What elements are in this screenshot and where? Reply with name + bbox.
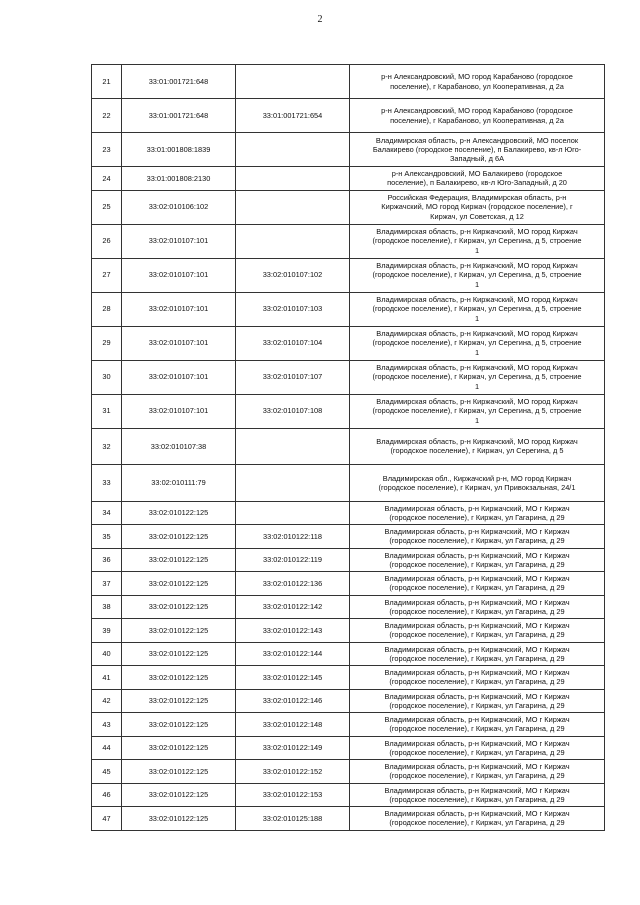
table-row <box>92 99 605 133</box>
sub-cadastral-number-cell: 33:02:010122:119 <box>236 548 350 572</box>
cadastral-number-cell: 33:02:010107:101 <box>122 258 236 292</box>
table-row <box>92 807 605 831</box>
table-row <box>92 190 605 224</box>
address-cell: Российская Федерация, Владимирская область, р-н Киржачский, МО город Киржач (городское поселение), г Киржач, ул Советская, д 12 <box>350 190 605 224</box>
sub-cadastral-number-cell <box>236 501 350 525</box>
sub-cadastral-number-cell: 33:02:010122:149 <box>236 736 350 760</box>
address-cell: Владимирская область, р-н Киржачский, МО город Киржач (городское поселение), г Киржач, ул Серегина, д 5 <box>350 428 605 465</box>
sub-cadastral-number-cell: 33:02:010122:143 <box>236 619 350 643</box>
row-number-cell: 24 <box>92 167 122 191</box>
address-cell: Владимирская область, р-н Киржачский, МО г Киржач (городское поселение), г Киржач, ул Гагарина, д 29 <box>350 595 605 619</box>
cadastral-number-cell: 33:02:010107:101 <box>122 224 236 258</box>
cadastral-number-cell: 33:02:010122:125 <box>122 525 236 549</box>
table-row <box>92 595 605 619</box>
cadastral-number-cell: 33:02:010107:101 <box>122 292 236 326</box>
sub-cadastral-number-cell: 33:01:001721:654 <box>236 99 350 133</box>
sub-cadastral-number-cell <box>236 428 350 465</box>
sub-cadastral-number-cell: 33:02:010122:144 <box>236 642 350 666</box>
cadastral-number-cell: 33:01:001721:648 <box>122 99 236 133</box>
table-row <box>92 572 605 596</box>
sub-cadastral-number-cell <box>236 133 350 167</box>
cadastral-number-cell: 33:02:010107:101 <box>122 394 236 428</box>
page-number: 2 <box>317 14 323 25</box>
address-cell: Владимирская область, р-н Киржачский, МО г Киржач (городское поселение), г Киржач, ул Гагарина, д 29 <box>350 572 605 596</box>
row-number-cell: 27 <box>92 258 122 292</box>
address-cell: Владимирская область, р-н Киржачский, МО г Киржач (городское поселение), г Киржач, ул Гагарина, д 29 <box>350 548 605 572</box>
cadastral-number-cell: 33:02:010122:125 <box>122 501 236 525</box>
row-number-cell: 35 <box>92 525 122 549</box>
sub-cadastral-number-cell: 33:02:010122:153 <box>236 783 350 807</box>
table-row <box>92 292 605 326</box>
sub-cadastral-number-cell: 33:02:010107:107 <box>236 360 350 394</box>
address-cell: Владимирская область, р-н Киржачский, МО г Киржач (городское поселение), г Киржач, ул Гагарина, д 29 <box>350 666 605 690</box>
table-row <box>92 465 605 502</box>
address-cell: Владимирская область, р-н Киржачский, МО г Киржач (городское поселение), г Киржач, ул Гагарина, д 29 <box>350 783 605 807</box>
cadastral-number-cell: 33:02:010122:125 <box>122 713 236 737</box>
address-cell: Владимирская область, р-н Киржачский, МО город Киржач (городское поселение), г Киржач, ул Серегина, д 5, строение 1 <box>350 224 605 258</box>
row-number-cell: 41 <box>92 666 122 690</box>
sub-cadastral-number-cell: 33:02:010107:102 <box>236 258 350 292</box>
row-number-cell: 33 <box>92 465 122 502</box>
address-cell: Владимирская область, р-н Киржачский, МО г Киржач (городское поселение), г Киржач, ул Гагарина, д 29 <box>350 619 605 643</box>
sub-cadastral-number-cell <box>236 167 350 191</box>
row-number-cell: 23 <box>92 133 122 167</box>
cadastral-number-cell: 33:02:010122:125 <box>122 666 236 690</box>
cadastral-number-cell: 33:02:010122:125 <box>122 572 236 596</box>
row-number-cell: 38 <box>92 595 122 619</box>
cadastral-number-cell: 33:01:001721:648 <box>122 65 236 99</box>
row-number-cell: 46 <box>92 783 122 807</box>
table-row <box>92 428 605 465</box>
sub-cadastral-number-cell: 33:02:010122:118 <box>236 525 350 549</box>
table-row <box>92 736 605 760</box>
cadastral-number-cell: 33:02:010122:125 <box>122 548 236 572</box>
table-row <box>92 666 605 690</box>
address-cell: Владимирская область, р-н Киржачский, МО г Киржач (городское поселение), г Киржач, ул Гагарина, д 29 <box>350 501 605 525</box>
cadastral-number-cell: 33:02:010122:125 <box>122 642 236 666</box>
table-row <box>92 133 605 167</box>
address-cell: Владимирская область, р-н Киржачский, МО город Киржач (городское поселение), г Киржач, ул Серегина, д 5, строение 1 <box>350 326 605 360</box>
cadastral-number-cell: 33:02:010122:125 <box>122 807 236 831</box>
row-number-cell: 34 <box>92 501 122 525</box>
cadastral-number-cell: 33:02:010122:125 <box>122 760 236 784</box>
sub-cadastral-number-cell <box>236 65 350 99</box>
sub-cadastral-number-cell: 33:02:010122:148 <box>236 713 350 737</box>
address-cell: Владимирская область, р-н Киржачский, МО город Киржач (городское поселение), г Киржач, ул Серегина, д 5, строение 1 <box>350 258 605 292</box>
table-row <box>92 783 605 807</box>
address-cell: Владимирская область, р-н Киржачский, МО г Киржач (городское поселение), г Киржач, ул Гагарина, д 29 <box>350 760 605 784</box>
row-number-cell: 30 <box>92 360 122 394</box>
address-cell: р-н Александровский, МО Балакирево (городское поселение), п Балакирево, кв-л Юго-Западный, д 20 <box>350 167 605 191</box>
table-row <box>92 501 605 525</box>
address-cell: Владимирская область, р-н Киржачский, МО город Киржач (городское поселение), г Киржач, ул Серегина, д 5, строение 1 <box>350 292 605 326</box>
row-number-cell: 47 <box>92 807 122 831</box>
row-number-cell: 39 <box>92 619 122 643</box>
sub-cadastral-number-cell: 33:02:010122:142 <box>236 595 350 619</box>
row-number-cell: 29 <box>92 326 122 360</box>
table-row <box>92 760 605 784</box>
sub-cadastral-number-cell: 33:02:010122:152 <box>236 760 350 784</box>
row-number-cell: 28 <box>92 292 122 326</box>
row-number-cell: 37 <box>92 572 122 596</box>
cadastral-number-cell: 33:02:010106:102 <box>122 190 236 224</box>
table-row <box>92 167 605 191</box>
address-cell: Владимирская область, р-н Киржачский, МО г Киржач (городское поселение), г Киржач, ул Гагарина, д 29 <box>350 736 605 760</box>
property-registry-table <box>91 64 605 831</box>
table-row <box>92 360 605 394</box>
table-row <box>92 394 605 428</box>
sub-cadastral-number-cell: 33:02:010107:103 <box>236 292 350 326</box>
address-cell: Владимирская область, р-н Киржачский, МО г Киржач (городское поселение), г Киржач, ул Гагарина, д 29 <box>350 713 605 737</box>
row-number-cell: 36 <box>92 548 122 572</box>
table-row <box>92 258 605 292</box>
sub-cadastral-number-cell: 33:02:010122:136 <box>236 572 350 596</box>
row-number-cell: 25 <box>92 190 122 224</box>
sub-cadastral-number-cell: 33:02:010107:104 <box>236 326 350 360</box>
sub-cadastral-number-cell: 33:02:010122:146 <box>236 689 350 713</box>
table-row <box>92 224 605 258</box>
table-row <box>92 548 605 572</box>
table-row <box>92 689 605 713</box>
sub-cadastral-number-cell <box>236 190 350 224</box>
row-number-cell: 45 <box>92 760 122 784</box>
address-cell: р-н Александровский, МО город Карабаново (городское поселение), г Карабаново, ул Кооперативная, д 2а <box>350 99 605 133</box>
address-cell: Владимирская область, р-н Александровский, МО поселок Балакирево (городское поселение), п Балакирево, кв-л Юго- Западный, д 6А <box>350 133 605 167</box>
address-cell: Владимирская область, р-н Киржачский, МО город Киржач (городское поселение), г Киржач, ул Серегина, д 5, строение 1 <box>350 360 605 394</box>
cadastral-number-cell: 33:02:010122:125 <box>122 783 236 807</box>
row-number-cell: 26 <box>92 224 122 258</box>
sub-cadastral-number-cell: 33:02:010107:108 <box>236 394 350 428</box>
sub-cadastral-number-cell <box>236 224 350 258</box>
cadastral-number-cell: 33:02:010122:125 <box>122 619 236 643</box>
address-cell: Владимирская область, р-н Киржачский, МО г Киржач (городское поселение), г Киржач, ул Гагарина, д 29 <box>350 525 605 549</box>
table-body <box>92 65 605 831</box>
table-row <box>92 525 605 549</box>
table-row <box>92 65 605 99</box>
row-number-cell: 22 <box>92 99 122 133</box>
address-cell: Владимирская область, р-н Киржачский, МО г Киржач (городское поселение), г Киржач, ул Гагарина, д 29 <box>350 689 605 713</box>
address-cell: Владимирская область, р-н Киржачский, МО г Киржач (городское поселение), г Киржач, ул Гагарина, д 29 <box>350 807 605 831</box>
cadastral-number-cell: 33:02:010107:38 <box>122 428 236 465</box>
cadastral-number-cell: 33:02:010122:125 <box>122 595 236 619</box>
row-number-cell: 31 <box>92 394 122 428</box>
row-number-cell: 32 <box>92 428 122 465</box>
row-number-cell: 21 <box>92 65 122 99</box>
row-number-cell: 44 <box>92 736 122 760</box>
address-cell: р-н Александровский, МО город Карабаново (городское поселение), г Карабаново, ул Кооперативная, д 2а <box>350 65 605 99</box>
cadastral-number-cell: 33:01:001808:2130 <box>122 167 236 191</box>
cadastral-number-cell: 33:02:010107:101 <box>122 326 236 360</box>
row-number-cell: 43 <box>92 713 122 737</box>
cadastral-number-cell: 33:02:010122:125 <box>122 736 236 760</box>
cadastral-number-cell: 33:02:010111:79 <box>122 465 236 502</box>
table-row <box>92 642 605 666</box>
table-row <box>92 619 605 643</box>
table-row <box>92 713 605 737</box>
sub-cadastral-number-cell: 33:02:010125:188 <box>236 807 350 831</box>
table-row <box>92 326 605 360</box>
address-cell: Владимирская обл., Киржачский р-н, МО город Киржач (городское поселение), г Киржач, ул Привокзальная, 24/1 <box>350 465 605 502</box>
row-number-cell: 40 <box>92 642 122 666</box>
sub-cadastral-number-cell <box>236 465 350 502</box>
cadastral-number-cell: 33:02:010107:101 <box>122 360 236 394</box>
address-cell: Владимирская область, р-н Киржачский, МО город Киржач (городское поселение), г Киржач, ул Серегина, д 5, строение 1 <box>350 394 605 428</box>
cadastral-number-cell: 33:01:001808:1839 <box>122 133 236 167</box>
address-cell: Владимирская область, р-н Киржачский, МО г Киржач (городское поселение), г Киржач, ул Гагарина, д 29 <box>350 642 605 666</box>
row-number-cell: 42 <box>92 689 122 713</box>
sub-cadastral-number-cell: 33:02:010122:145 <box>236 666 350 690</box>
cadastral-number-cell: 33:02:010122:125 <box>122 689 236 713</box>
